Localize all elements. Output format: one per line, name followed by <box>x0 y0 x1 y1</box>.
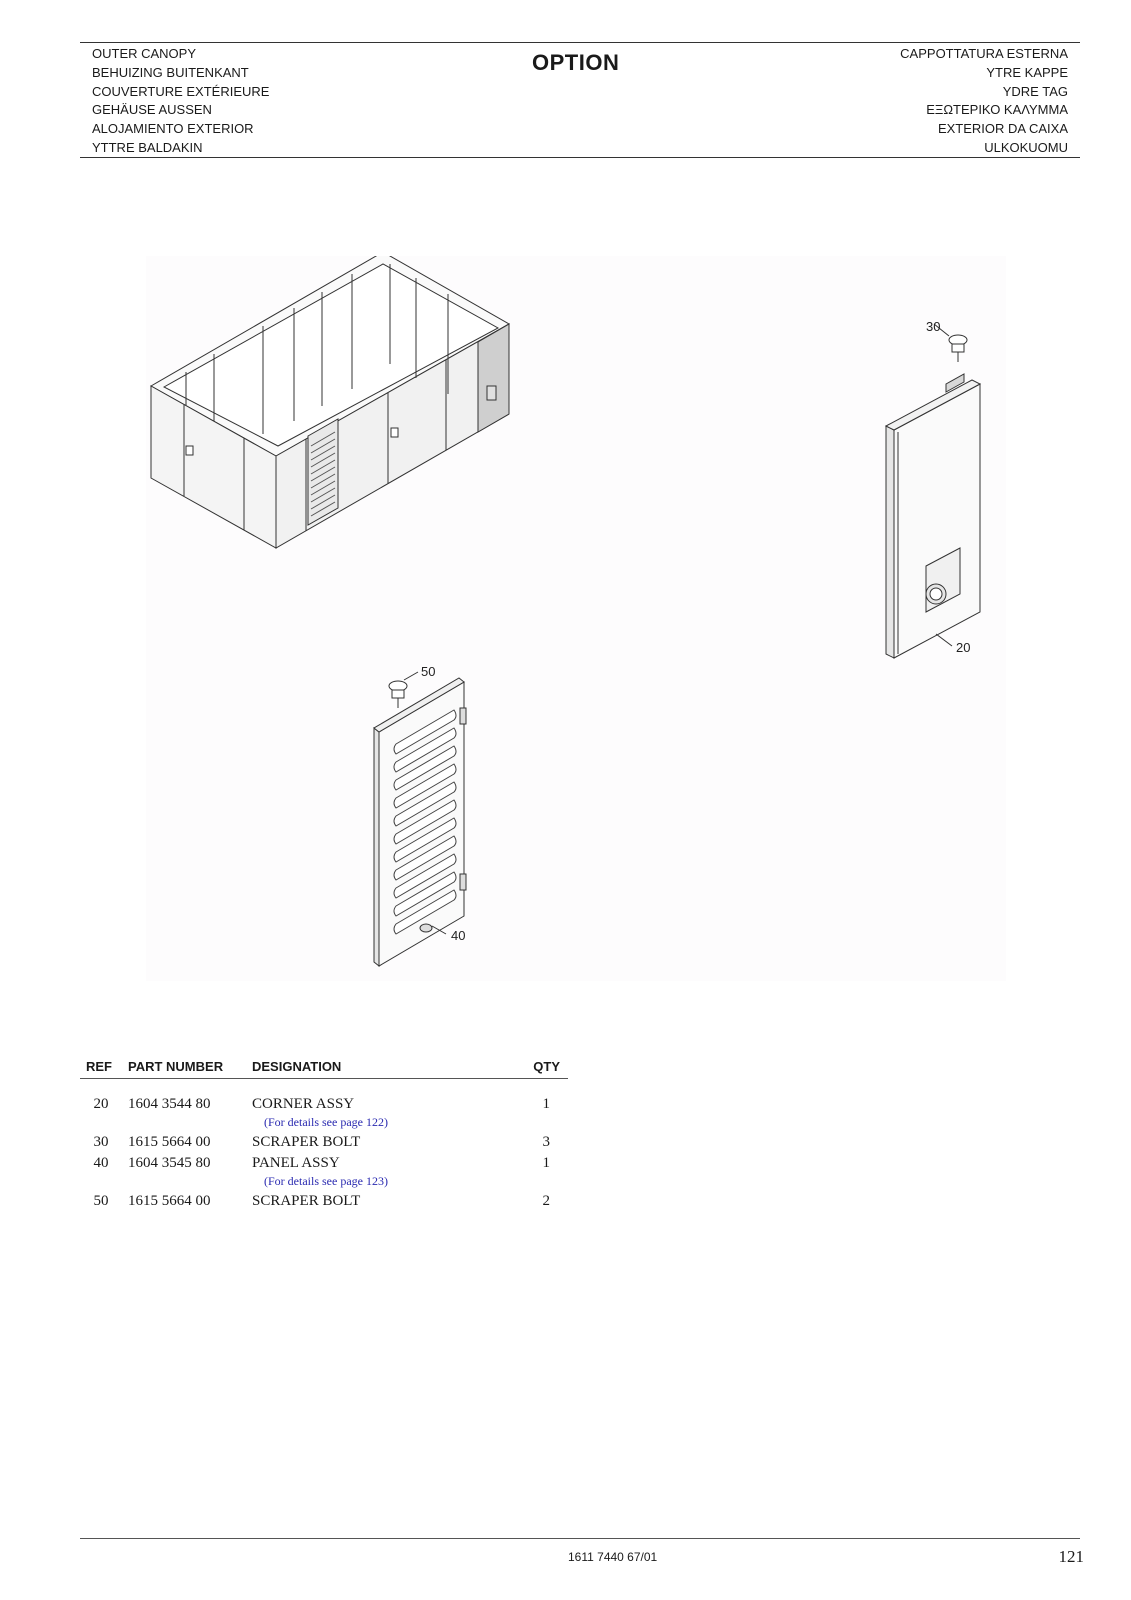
page-number: 121 <box>1058 1547 1084 1566</box>
cell-ref: 50 <box>93 1193 109 1209</box>
cell-designation: SCRAPER BOLT <box>252 1134 361 1150</box>
callout-50: 50 <box>421 664 436 679</box>
canopy-drawing <box>151 256 509 548</box>
table-row <box>80 1151 568 1172</box>
title-finnish: ULKOKUOMU <box>984 139 1068 155</box>
table-header-row <box>80 1057 568 1079</box>
cell-ref: 40 <box>93 1155 109 1171</box>
detail-reference-link[interactable]: (For details see page 122) <box>264 1115 388 1129</box>
exploded-view-figure <box>146 256 1006 981</box>
cell-ref: 20 <box>93 1096 109 1112</box>
document-number: 1611 7440 67/01 <box>568 1550 658 1564</box>
cell-designation: PANEL ASSY <box>252 1155 340 1171</box>
header-titles-right <box>900 45 1068 158</box>
title-danish: YDRE TAG <box>1002 83 1068 99</box>
corner-assy-drawing <box>886 324 980 658</box>
header-designation: DESIGNATION <box>246 1057 498 1079</box>
title-swedish: YTTRE BALDAKIN <box>92 139 203 155</box>
callout-30: 30 <box>926 319 941 334</box>
cell-part-number: 1604 3545 80 <box>128 1155 211 1171</box>
callout-20: 20 <box>956 640 971 655</box>
cell-designation: SCRAPER BOLT <box>252 1193 361 1209</box>
panel-assy-drawing <box>374 672 466 966</box>
title-norwegian: YTRE KAPPE <box>986 64 1068 80</box>
title-greek: ΕΞΩΤΕΡΙΚΟ ΚΑΛΥΜΜΑ <box>926 102 1068 118</box>
header-part-number: PART NUMBER <box>122 1057 246 1079</box>
table-note-row <box>80 1172 568 1189</box>
title-portuguese: EXTERIOR DA CAIXA <box>937 121 1068 137</box>
header-titles-left <box>92 45 269 158</box>
callout-40: 40 <box>451 928 466 943</box>
page-header <box>80 42 1080 158</box>
page-title: OPTION <box>532 50 620 75</box>
table-row <box>80 1079 568 1114</box>
cell-part-number: 1615 5664 00 <box>128 1134 211 1150</box>
detail-reference-link[interactable]: (For details see page 123) <box>264 1174 388 1188</box>
cell-ref: 30 <box>93 1134 109 1150</box>
header-qty: QTY <box>498 1057 568 1079</box>
cell-part-number: 1604 3544 80 <box>128 1096 211 1112</box>
table-row <box>80 1130 568 1151</box>
title-french: COUVERTURE EXTÉRIEURE <box>92 83 270 99</box>
table-row <box>80 1189 568 1210</box>
cell-part-number: 1615 5664 00 <box>128 1193 211 1209</box>
title-spanish: ALOJAMIENTO EXTERIOR <box>92 121 254 137</box>
parts-table <box>80 1057 568 1210</box>
title-english: OUTER CANOPY <box>92 46 197 61</box>
title-dutch: BEHUIZING BUITENKANT <box>92 64 249 80</box>
cell-qty: 1 <box>542 1096 550 1112</box>
header-ref: REF <box>80 1057 122 1079</box>
cell-designation: CORNER ASSY <box>252 1096 355 1112</box>
cell-qty: 3 <box>542 1134 550 1150</box>
footer-divider <box>80 1538 1080 1539</box>
table-note-row <box>80 1113 568 1130</box>
title-german: GEHÄUSE AUSSEN <box>92 102 212 118</box>
cell-qty: 1 <box>542 1155 550 1171</box>
cell-qty: 2 <box>542 1193 550 1209</box>
title-italian: CAPPOTTATURA ESTERNA <box>900 46 1068 61</box>
